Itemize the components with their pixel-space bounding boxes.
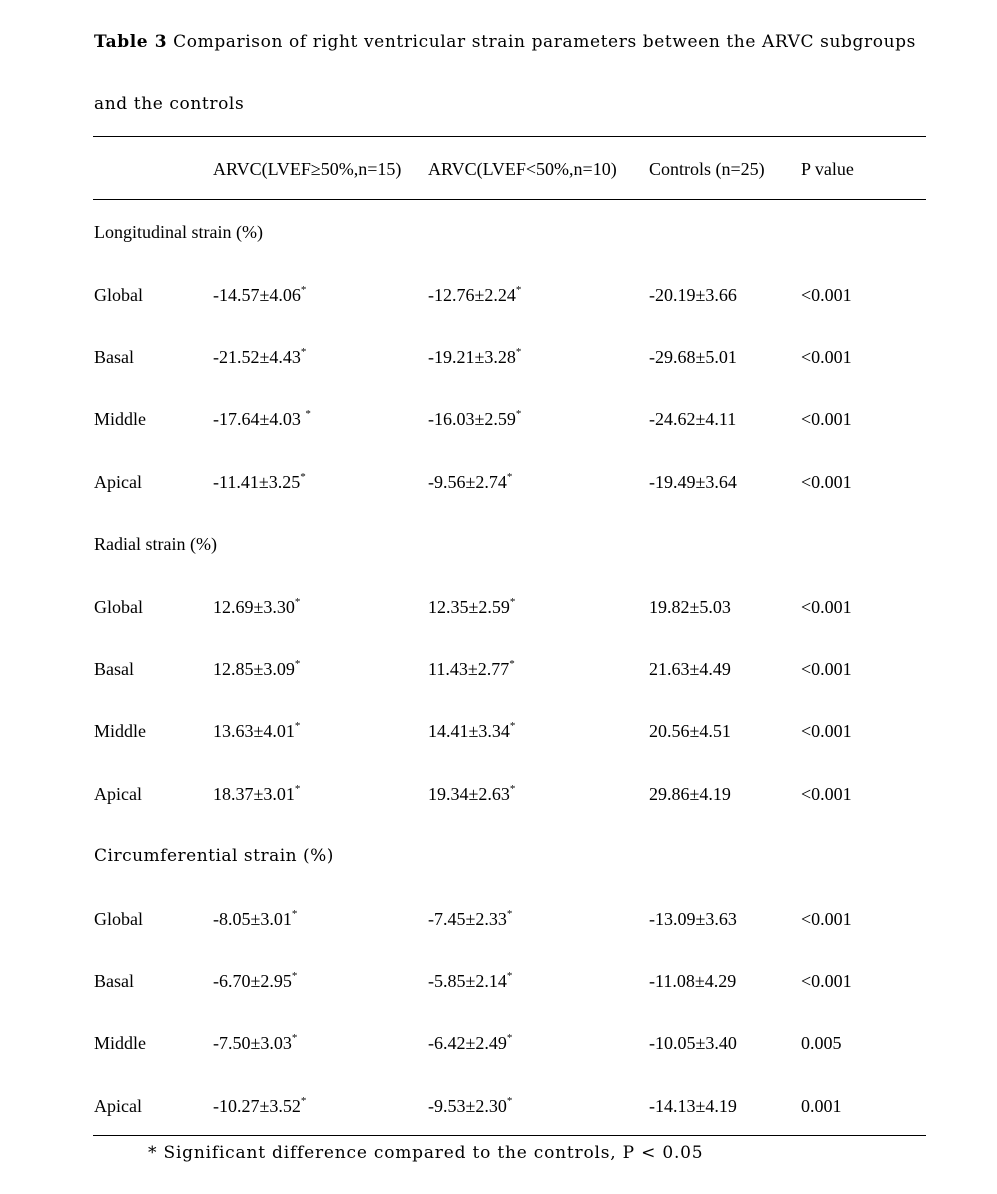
section-title-longitudinal: Longitudinal strain (%) [94,222,263,242]
table-cell: -24.62±4.11 [649,409,737,429]
table-top-rule [93,136,926,137]
table-cell: <0.001 [801,597,852,617]
table-cell: -10.27±3.52* [213,1095,307,1116]
table-cell: -21.52±4.43* [213,346,307,367]
table-cell: -29.68±5.01 [649,347,737,367]
table-cell: 18.37±3.01* [213,783,301,804]
table-cell: -20.19±3.66 [649,285,737,305]
table-cell: <0.001 [801,409,852,429]
table-cell: -14.57±4.06* [213,284,307,305]
table-header-rule [93,199,926,200]
table-cell: <0.001 [801,347,852,367]
row-label: Middle [94,1033,146,1053]
table-footnote: * Significant difference compared to the controls, P < 0.05 [148,1143,704,1163]
row-label: Middle [94,409,146,429]
table-bottom-rule [93,1135,926,1136]
table-cell: -6.70±2.95* [213,970,298,991]
table-cell: <0.001 [801,659,852,679]
table-cell: 19.34±2.63* [428,783,516,804]
header-arvc-lvef-low: ARVC(LVEF<50%,n=10) [428,159,617,179]
table-cell: -19.21±3.28* [428,346,522,367]
row-label: Apical [94,472,142,492]
table-cell: -16.03±2.59* [428,408,522,429]
table-cell: <0.001 [801,971,852,991]
table-cell: 0.001 [801,1096,842,1116]
table-cell: 13.63±4.01* [213,720,301,741]
table-cell: 11.43±2.77* [428,658,515,679]
table-cell: -10.05±3.40 [649,1033,737,1053]
table-caption-continuation: and the controls [94,94,245,114]
table-cell: -11.41±3.25* [213,471,306,492]
header-p-value: P value [801,159,854,179]
table-cell: <0.001 [801,909,852,929]
table-cell: -12.76±2.24* [428,284,522,305]
row-label: Apical [94,1096,142,1116]
row-label: Basal [94,971,134,991]
row-label: Global [94,909,143,929]
table-cell: -11.08±4.29 [649,971,737,991]
table-cell: 20.56±4.51 [649,721,731,741]
section-title-radial: Radial strain (%) [94,534,217,554]
table-cell: <0.001 [801,784,852,804]
header-controls: Controls (n=25) [649,159,765,179]
table-cell: -6.42±2.49* [428,1032,513,1053]
table-cell: -8.05±3.01* [213,908,298,929]
section-title-circumferential: Circumferential strain (%) [94,846,334,866]
row-label: Global [94,285,143,305]
table-cell: -14.13±4.19 [649,1096,737,1116]
table-cell: 12.69±3.30* [213,596,301,617]
table-cell: -9.53±2.30* [428,1095,513,1116]
table-cell: -19.49±3.64 [649,472,737,492]
table-caption-text: Comparison of right ventricular strain parameters between the ARVC subgroups [167,32,916,52]
header-arvc-lvef-high: ARVC(LVEF≥50%,n=15) [213,159,402,179]
row-label: Apical [94,784,142,804]
row-label: Middle [94,721,146,741]
table-cell: 12.85±3.09* [213,658,301,679]
table-cell: -5.85±2.14* [428,970,513,991]
table-cell: -7.45±2.33* [428,908,513,929]
table-cell: -13.09±3.63 [649,909,737,929]
row-label: Basal [94,659,134,679]
table-label: Table 3 [94,32,168,52]
table-cell: 14.41±3.34* [428,720,516,741]
row-label: Global [94,597,143,617]
row-label: Basal [94,347,134,367]
table-cell: <0.001 [801,721,852,741]
table-cell: -17.64±4.03 * [213,408,311,429]
table-cell: 21.63±4.49 [649,659,731,679]
table-cell: <0.001 [801,285,852,305]
table-cell: 0.005 [801,1033,842,1053]
table-cell: 19.82±5.03 [649,597,731,617]
table-caption [94,32,934,52]
table-cell: -9.56±2.74* [428,471,513,492]
table-cell: -7.50±3.03* [213,1032,298,1053]
table-cell: <0.001 [801,472,852,492]
table-cell: 29.86±4.19 [649,784,731,804]
table-cell: 12.35±2.59* [428,596,516,617]
